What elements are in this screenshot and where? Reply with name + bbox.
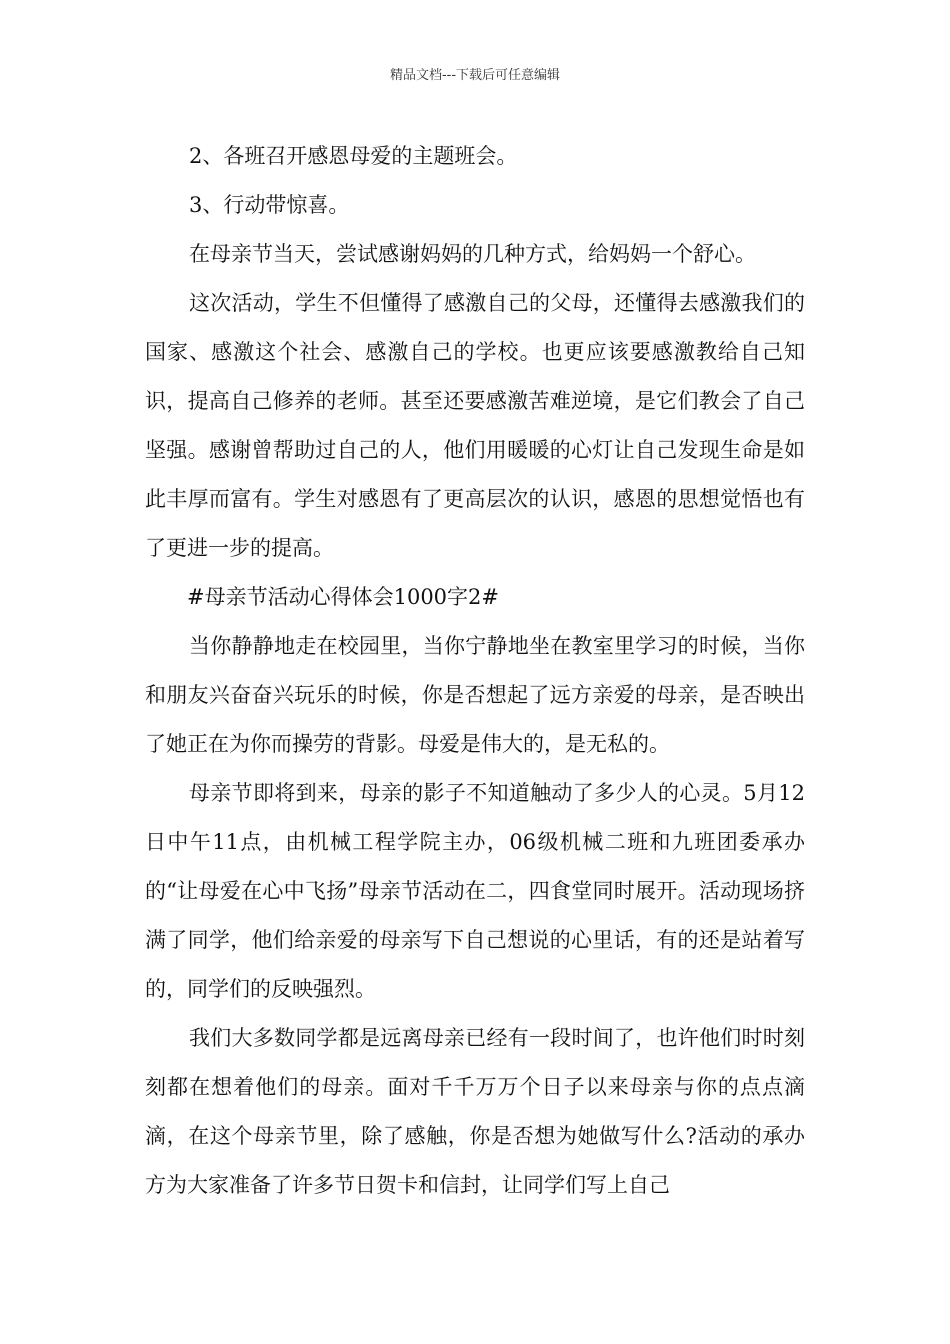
paragraph-2: 3、行动带惊喜。 — [189, 193, 350, 217]
page-header: 精品文档---下载后可任意编辑 — [389, 68, 561, 83]
section-heading: #母亲节活动心得体会1000字2# — [187, 585, 499, 609]
paragraph-3: 在母亲节当天，尝试感谢妈妈的几种方式，给妈妈一个舒心。 — [189, 242, 756, 266]
document-body — [145, 132, 805, 1210]
paragraph-1: 2、各班召开感恩母爱的主题班会。 — [189, 144, 518, 168]
paragraph-4: 这次活动，学生不但懂得了感激自己的父母，还懂得去感激我们的国家、感激这个社会、感激自己的学校。也更应该要感激教给自己知识，提高自己修养的老师。甚至还要感激苦难逆境，是它们教会了自己坚强。感谢曾帮助过自己的人，他们用暖暖的心灯让自己发现生命是如此丰厚而富有。学生对感恩有了更高层次的认识，感恩的思想觉悟也有了更进一步的提高。 — [145, 291, 805, 560]
paragraph-7: 我们大多数同学都是远离母亲已经有一段时间了，也许他们时时刻刻都在想着他们的母亲。面对千千万万个日子以来母亲与你的点点滴滴，在这个母亲节里，除了感触，你是否想为她做写什么?活动的承办方为大家准备了许多节日贺卡和信封，让同学们写上自己 — [145, 1026, 805, 1197]
paragraph-6: 母亲节即将到来，母亲的影子不知道触动了多少人的心灵。5月12日中午11点，由机械工程学院主办，06级机械二班和九班团委承办的“让母爱在心中飞扬”母亲节活动在二，四食堂同时展开。活动现场挤满了同学，他们给亲爱的母亲写下自己想说的心里话，有的还是站着写的，同学们的反映强烈。 — [145, 781, 805, 1001]
paragraph-5: 当你静静地走在校园里，当你宁静地坐在教室里学习的时候，当你和朋友兴奋奋兴玩乐的时候，你是否想起了远方亲爱的母亲，是否映出了她正在为你而操劳的背影。母爱是伟大的，是无私的。 — [145, 634, 805, 756]
